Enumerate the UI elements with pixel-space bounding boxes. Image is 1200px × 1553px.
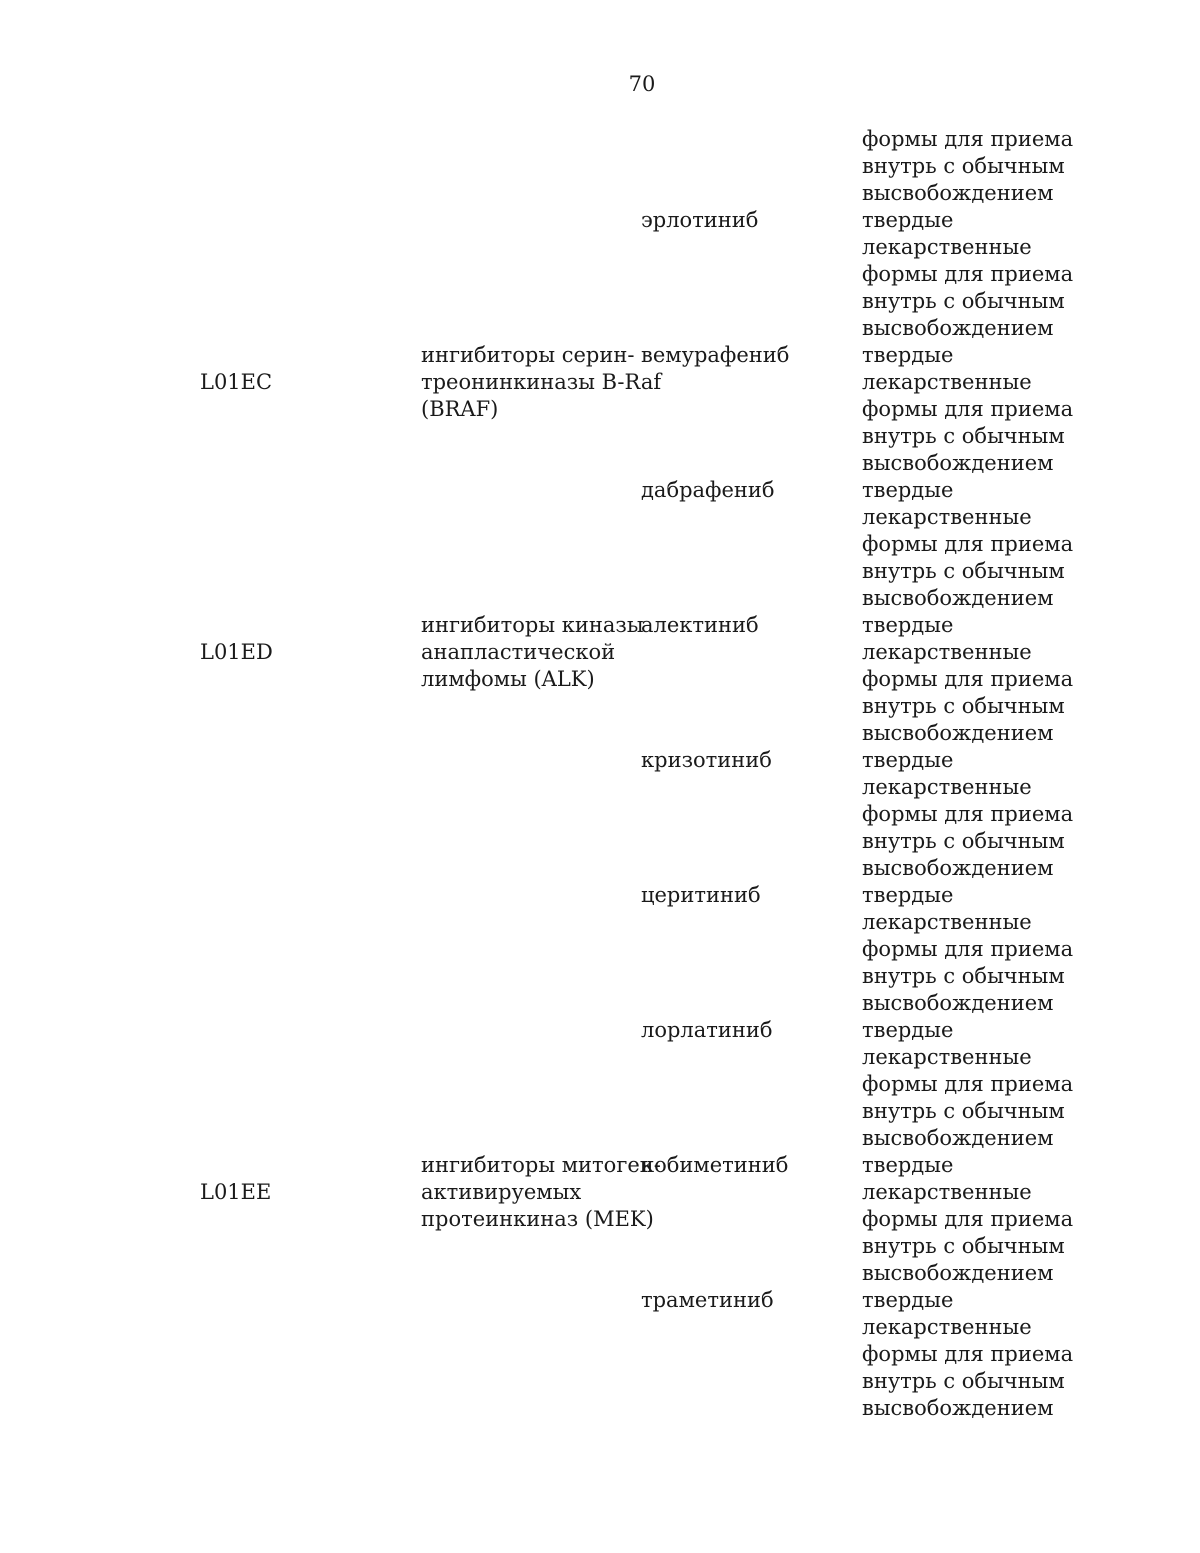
dosage-form-line: формы для приема xyxy=(862,532,1074,556)
dosage-form-line: формы для приема xyxy=(862,1207,1074,1231)
dosage-form-line: внутрь с обычным xyxy=(862,1369,1065,1393)
drug-name: вемурафениб xyxy=(641,343,790,367)
dosage-form-line: лекарственные xyxy=(862,1315,1032,1339)
pharmacological-group-line: анапластической xyxy=(421,640,616,664)
dosage-form-line: лекарственные xyxy=(862,1180,1032,1204)
dosage-form-line: высвобождением xyxy=(862,586,1054,610)
dosage-form-line: формы для приема xyxy=(862,397,1074,421)
dosage-form-line: высвобождением xyxy=(862,451,1054,475)
dosage-form-line: лекарственные xyxy=(862,1045,1032,1069)
dosage-form-line: высвобождением xyxy=(862,1126,1054,1150)
atc-code: L01EE xyxy=(200,1180,272,1204)
drug-name: кризотиниб xyxy=(641,748,772,772)
dosage-form-line: высвобождением xyxy=(862,316,1054,340)
dosage-form-line: лекарственные xyxy=(862,370,1032,394)
drug-name: церитиниб xyxy=(641,883,761,907)
dosage-form-line: твердые xyxy=(862,1153,954,1177)
dosage-form-line: внутрь с обычным xyxy=(862,289,1065,313)
dosage-form-line: формы для приема xyxy=(862,802,1074,826)
pharmacological-group-line: ингибиторы митоген- xyxy=(421,1153,661,1177)
drug-name: алектиниб xyxy=(641,613,759,637)
pharmacological-group-line: активируемых xyxy=(421,1180,582,1204)
dosage-form-line: формы для приема xyxy=(862,1342,1074,1366)
dosage-form-line: формы для приема xyxy=(862,127,1074,151)
dosage-form-line: высвобождением xyxy=(862,856,1054,880)
dosage-form-line: твердые xyxy=(862,613,954,637)
dosage-form-line: внутрь с обычным xyxy=(862,559,1065,583)
atc-code: L01ED xyxy=(200,640,273,664)
dosage-form-line: высвобождением xyxy=(862,181,1054,205)
drug-name: эрлотиниб xyxy=(641,208,759,232)
dosage-form-line: твердые xyxy=(862,748,954,772)
dosage-form-line: лекарственные xyxy=(862,505,1032,529)
dosage-form-line: внутрь с обычным xyxy=(862,1234,1065,1258)
dosage-form-line: высвобождением xyxy=(862,721,1054,745)
dosage-form-line: высвобождением xyxy=(862,1261,1054,1285)
pharmacological-group-line: ингибиторы киназы xyxy=(421,613,644,637)
dosage-form-line: формы для приема xyxy=(862,262,1074,286)
dosage-form-line: формы для приема xyxy=(862,667,1074,691)
dosage-form-line: внутрь с обычным xyxy=(862,154,1065,178)
dosage-form-line: твердые xyxy=(862,883,954,907)
pharmacological-group-line: ингибиторы серин- xyxy=(421,343,635,367)
dosage-form-line: твердые xyxy=(862,1018,954,1042)
dosage-form-line: лекарственные xyxy=(862,775,1032,799)
dosage-form-line: внутрь с обычным xyxy=(862,1099,1065,1123)
dosage-form-line: лекарственные xyxy=(862,910,1032,934)
dosage-form-line: твердые xyxy=(862,343,954,367)
drug-name: траметиниб xyxy=(641,1288,774,1312)
dosage-form-line: внутрь с обычным xyxy=(862,964,1065,988)
dosage-form-line: формы для приема xyxy=(862,937,1074,961)
drug-name: лорлатиниб xyxy=(641,1018,773,1042)
dosage-form-line: высвобождением xyxy=(862,991,1054,1015)
dosage-form-line: внутрь с обычным xyxy=(862,424,1065,448)
pharmacological-group-line: протеинкиназ (MEK) xyxy=(421,1207,654,1231)
dosage-form-line: формы для приема xyxy=(862,1072,1074,1096)
pharmacological-group-line: треонинкиназы B-Raf xyxy=(421,370,662,394)
dosage-form-line: внутрь с обычным xyxy=(862,694,1065,718)
dosage-form-line: твердые xyxy=(862,1288,954,1312)
pharmacological-group-line: лимфомы (ALK) xyxy=(421,667,595,691)
dosage-form-line: высвобождением xyxy=(862,1396,1054,1420)
dosage-form-line: лекарственные xyxy=(862,235,1032,259)
dosage-form-line: лекарственные xyxy=(862,640,1032,664)
dosage-form-line: твердые xyxy=(862,478,954,502)
pharmacological-group-line: (BRAF) xyxy=(421,397,499,421)
dosage-form-line: твердые xyxy=(862,208,954,232)
dosage-form-line: внутрь с обычным xyxy=(862,829,1065,853)
drug-name: кобиметиниб xyxy=(641,1153,789,1177)
atc-code: L01EC xyxy=(200,370,273,394)
drug-name: дабрафениб xyxy=(641,478,775,502)
page-number: 70 xyxy=(628,72,656,96)
